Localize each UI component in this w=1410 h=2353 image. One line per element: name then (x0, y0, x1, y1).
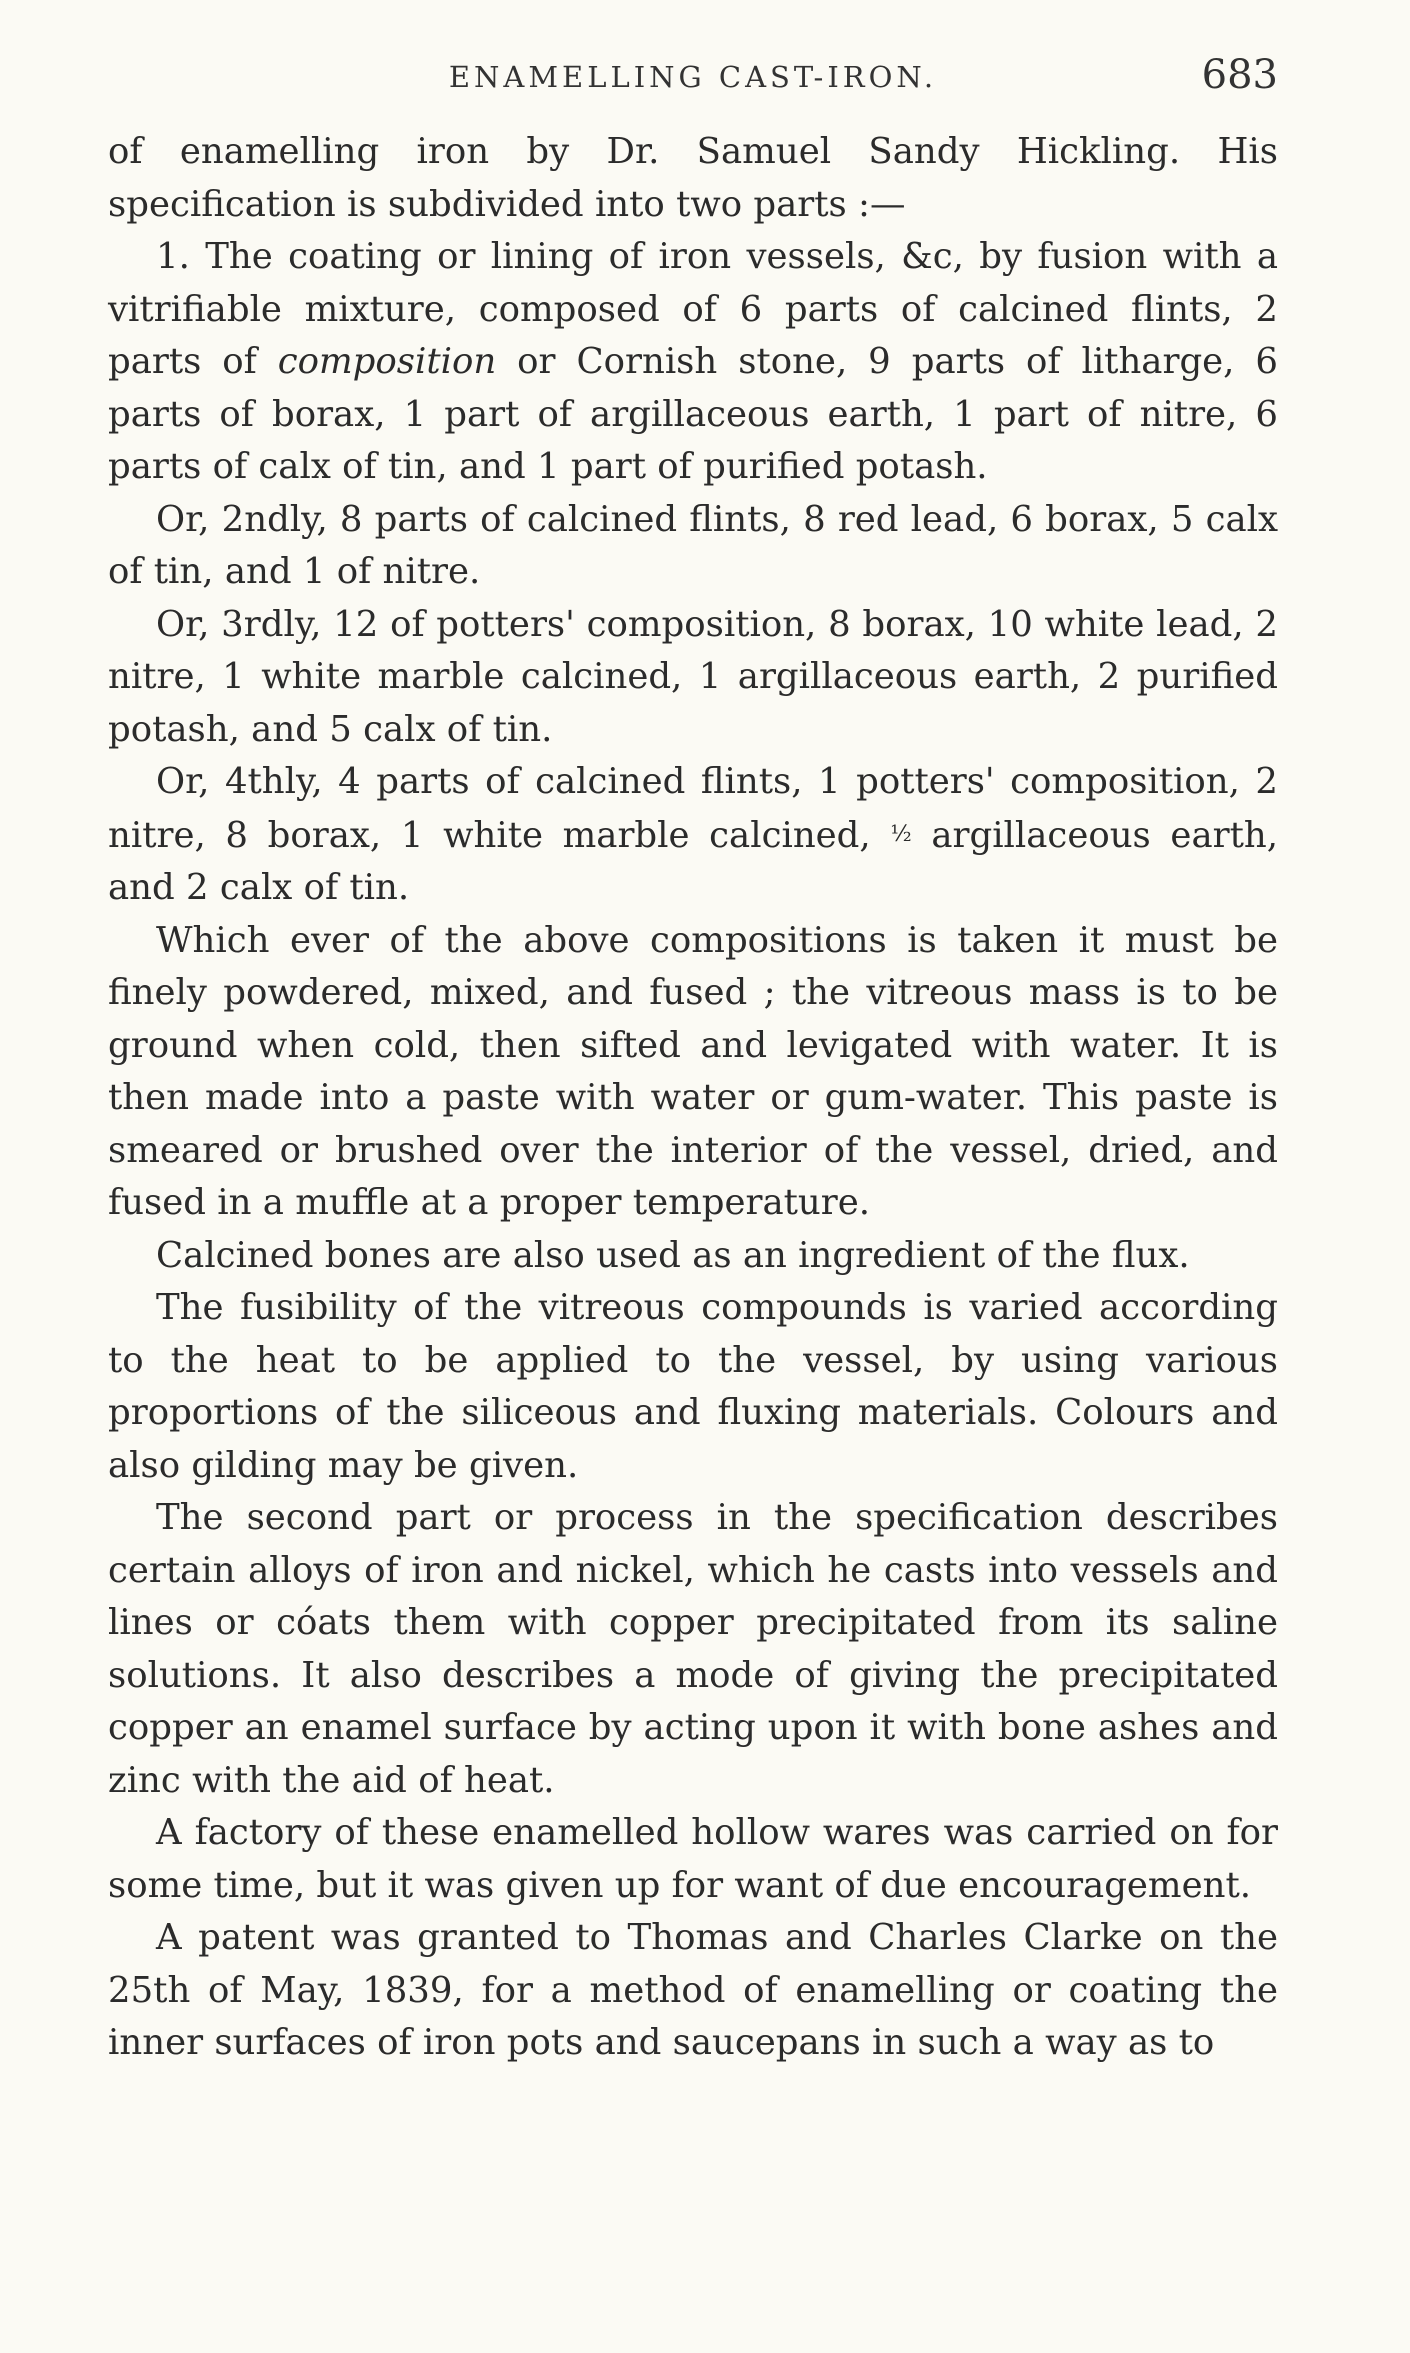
paragraph (108, 231, 1278, 494)
paragraph: A patent was granted to Thomas and Charles Clarke on the 25th of May, 1839, for a method of enamelling or coating the inner surfaces of iron pots and saucepans in such a way as to (108, 1917, 1278, 2063)
paragraph: The fusibility of the vitreous compounds is varied according to the heat to be applied to the vessel, by using various proportions of the siliceous and fluxing materials. Colours and also gilding may be given. (108, 1287, 1278, 1486)
paragraph: Which ever of the above compositions is taken it must be finely powdered, mixed, and fused ; the vitreous mass is to be ground when cold, then sifted and levigated with water. It is then made into a paste with water or gum-water. This paste is smeared or brushed over the interior of the vessel, dried, and fused in a muffle at a proper temperature. (108, 919, 1278, 1223)
body-text (108, 126, 1278, 2070)
paragraph-text: Or, 4thly, 4 parts of calcined flints, 1 potters' composition, 2 nitre, 8 borax, 1 white marble calcined, (108, 761, 1278, 856)
paragraph: Or, 2ndly, 8 parts of calcined flints, 8 red lead, 6 borax, 5 calx of tin, and 1 of nitre. (108, 498, 1278, 592)
paragraph: of enamelling iron by Dr. Samuel Sandy Hickling. His specification is subdivided into two parts :— (108, 131, 1278, 225)
page-header (108, 52, 1278, 112)
running-head: ENAMELLING CAST-IRON. (448, 60, 938, 94)
paragraph: The second part or process in the specification describes certain alloys of iron and nickel, which he casts into vessels and lines or cóats them with copper precipitated from its saline solutions. It also describes a mode of giving the precipitated copper an enamel surface by acting upon it with bone ashes and zinc with the aid of heat. (108, 1497, 1278, 1801)
italic-term: composition (277, 341, 497, 382)
paragraph-text: argillaceous earth, and 2 calx of tin. (108, 814, 1278, 908)
fraction: ½ (890, 821, 912, 847)
paragraph: Calcined bones are also used as an ingredient of the flux. (156, 1234, 1190, 1276)
paragraph: A factory of these enamelled hollow wares was carried on for some time, but it was given up for want of due encouragement. (108, 1812, 1278, 1906)
paragraph-text: 1. The coating or lining of iron vessels, &c, by fusion with a vitrifiable mixture, composed of 6 parts of calcined flints, 2 parts of (108, 236, 1278, 382)
paragraph: Or, 3rdly, 12 of potters' composition, 8 borax, 10 white lead, 2 nitre, 1 white marble calcined, 1 argillaceous earth, 2 purified potash, and 5 calx of tin. (108, 603, 1278, 750)
paragraph-text: or Cornish stone, 9 parts of litharge, 6 parts of borax, 1 part of argillaceous earth, 1 part of nitre, 6 parts of calx of tin, and 1 part of purified potash. (108, 341, 1278, 487)
paragraph (108, 756, 1278, 915)
page-number: 683 (1201, 52, 1278, 98)
